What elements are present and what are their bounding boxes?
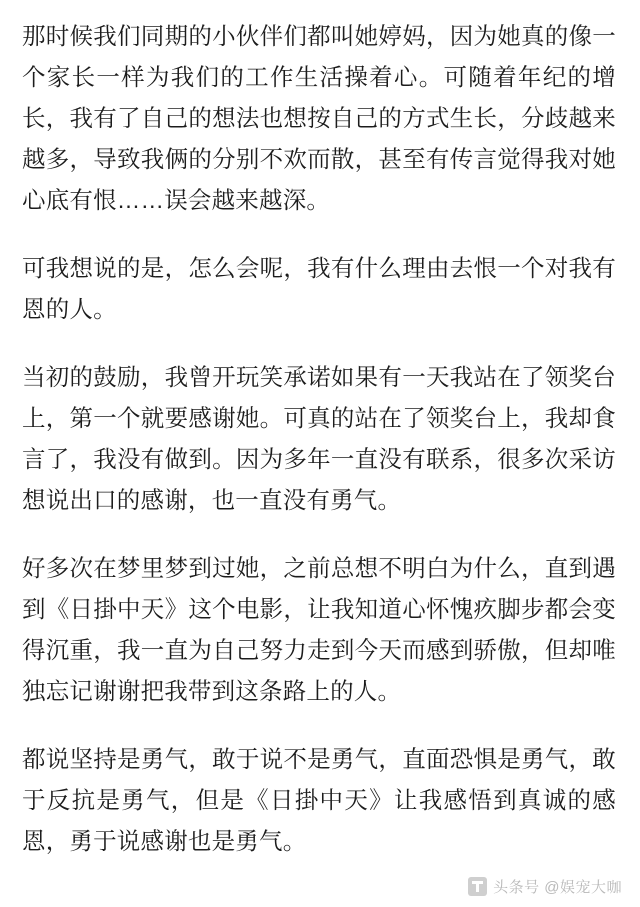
toutiao-logo-icon bbox=[468, 877, 487, 896]
watermark bbox=[468, 876, 622, 897]
paragraph: 可我想说的是，怎么会呢，我有什么理由去恨一个对我有恩的人。 bbox=[22, 255, 616, 322]
watermark-text: 头条号 @娱宠大咖 bbox=[493, 879, 622, 896]
paragraph: 都说坚持是勇气，敢于说不是勇气，直面恐惧是勇气，敢于反抗是勇气，但是《日掛中天》让我感悟到真诚的感恩，勇于说感谢也是勇气。 bbox=[22, 746, 616, 854]
paragraph: 那时候我们同期的小伙伴们都叫她婷妈，因为她真的像一个家长一样为我们的工作生活操着心。可随着年纪的增长，我有了自己的想法也想按自己的方式生长，分歧越来越多，导致我俩的分别不欢而散，甚至有传言觉得我对她心底有恨……误会越来越深。 bbox=[22, 23, 616, 213]
paragraph: 当初的鼓励，我曾开玩笑承诺如果有一天我站在了领奖台上，第一个就要感谢她。可真的站在了领奖台上，我却食言了，我没有做到。因为多年一直没有联系，很多次采访想说出口的感谢，也一直没有勇气。 bbox=[22, 364, 616, 513]
paragraph: 好多次在梦里梦到过她，之前总想不明白为什么，直到遇到《日掛中天》这个电影，让我知道心怀愧疚脚步都会变得沉重，我一直为自己努力走到今天而感到骄傲，但却唯独忘记谢谢把我带到这条路上的人。 bbox=[22, 555, 616, 704]
